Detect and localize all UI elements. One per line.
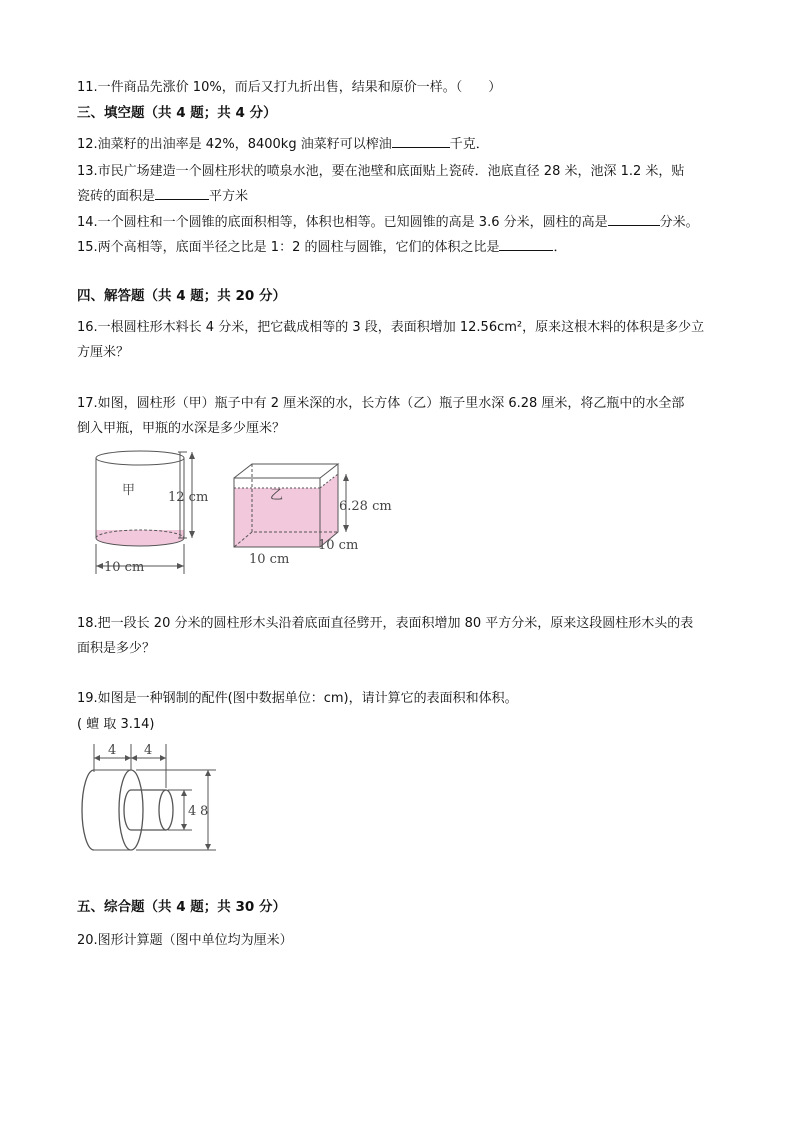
label-diameter-big: 8 xyxy=(200,804,209,819)
answer-blank[interactable] xyxy=(155,187,209,200)
question-13-line1: 13.市民广场建造一个圆柱形状的喷泉水池，要在池壁和底面贴上瓷砖．池底直径 28 米，池深 1.2 米，贴 xyxy=(77,164,685,179)
answer-blank[interactable] xyxy=(499,238,553,251)
question-15-end: ． xyxy=(553,240,567,255)
question-12-text: 12.油菜籽的出油率是 42%，8400kg 油菜籽可以榨油 xyxy=(77,137,392,152)
question-13-unit: 平方米 xyxy=(209,189,249,204)
question-17-line2: 倒入甲瓶，甲瓶的水深是多少厘米？ xyxy=(77,421,286,436)
label-10cm-width: 10 cm xyxy=(249,552,290,567)
question-12-unit: 千克． xyxy=(449,137,489,152)
label-12cm: 12 cm xyxy=(168,490,209,505)
question-18-line2: 面积是多少？ xyxy=(77,641,156,656)
label-jia: 甲 xyxy=(122,483,136,498)
label-10cm-cylinder: 10 cm xyxy=(104,560,145,575)
question-15 xyxy=(77,238,567,257)
question-19-line1: 19.如图是一种钢制的配件(图中数据单位：cm)，请计算它的表面积和体积。 xyxy=(77,691,518,706)
label-6-28cm: 6.28 cm xyxy=(339,499,392,514)
question-12 xyxy=(77,135,489,154)
label-10cm-depth: 10 cm xyxy=(318,538,359,553)
section-5-heading: 五、综合题（共 4 题；共 30 分） xyxy=(77,899,286,915)
section-3-heading: 三、填空题（共 4 题；共 4 分） xyxy=(77,105,277,121)
question-18-line1: 18.把一段长 20 分米的圆柱形木头沿着底面直径劈开，表面积增加 80 平方分米，原来这段圆柱形木头的表 xyxy=(77,616,694,631)
question-13-text: 瓷砖的面积是 xyxy=(77,189,156,204)
question-17-line1: 17.如图，圆柱形（甲）瓶子中有 2 厘米深的水，长方体（乙）瓶子里水深 6.28 厘米，将乙瓶中的水全部 xyxy=(77,396,685,411)
box-yi xyxy=(234,448,338,547)
big-cylinder xyxy=(82,770,143,850)
question-13-line2 xyxy=(77,187,248,206)
question-14 xyxy=(77,213,699,232)
section-4-heading: 四、解答题（共 4 题；共 20 分） xyxy=(77,288,286,304)
question-16-line1: 16.一根圆柱形木料长 4 分米，把它截成相等的 3 段，表面积增加 12.56cm²，原来这根木料的体积是多少立 xyxy=(77,320,705,335)
question-16-line2: 方厘米？ xyxy=(77,345,130,360)
label-diameter-small: 4 xyxy=(188,804,197,819)
label-length-2: 4 xyxy=(144,743,153,758)
question-11: 11.一件商品先涨价 10%，而后又打九折出售，结果和原价一样。（ ） xyxy=(77,80,502,95)
question-19-line2: ( 蟺 取 3.14) xyxy=(77,717,155,732)
question-20: 20.图形计算题（图中单位均为厘米） xyxy=(77,933,293,948)
label-length-1: 4 xyxy=(108,743,117,758)
label-yi: 乙 xyxy=(270,488,284,503)
question-14-unit: 分米。 xyxy=(659,215,699,230)
figure-17 xyxy=(84,448,414,578)
figure-19 xyxy=(76,740,226,860)
answer-blank[interactable] xyxy=(392,135,450,148)
answer-blank[interactable] xyxy=(608,213,660,226)
question-14-text: 14.一个圆柱和一个圆锥的底面积相等，体积也相等。已知圆锥的高是 3.6 分米，圆柱的高是 xyxy=(77,215,608,230)
question-15-text: 15.两个高相等，底面半径之比是 1：2 的圆柱与圆锥，它们的体积之比是 xyxy=(77,240,500,255)
